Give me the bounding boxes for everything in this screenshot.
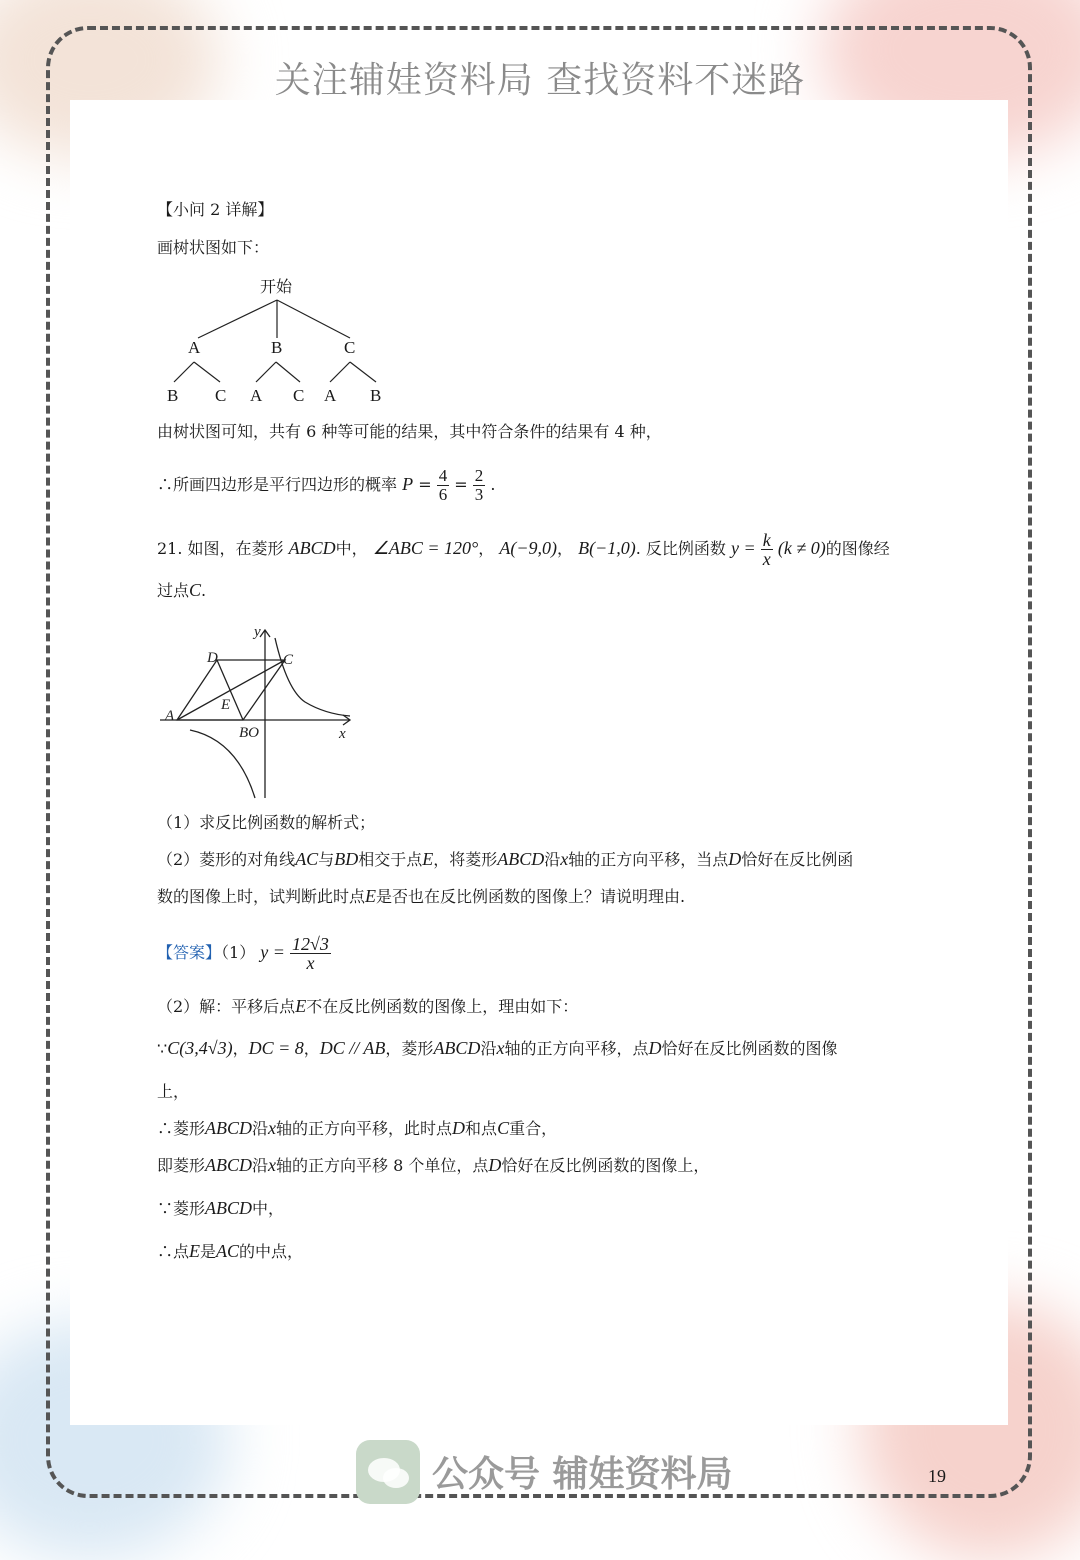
tree-edge <box>256 362 276 382</box>
label-x: x <box>339 726 346 742</box>
tree-leaf: B <box>167 386 179 405</box>
sub-question-2-line2: 数的图像上时，试判断此时点E是否也在反比例函数的图像上？请说明理由. <box>157 886 686 906</box>
math-p: P <box>402 474 414 494</box>
probability-text: ∴所画四边形是平行四边形的概率 <box>157 475 398 494</box>
fraction: $\frac{12√3}{x}$ <box>292 934 329 973</box>
chat-bubble-icon <box>356 1440 420 1504</box>
wechat-icon <box>356 1440 420 1504</box>
tree-leaf: B <box>370 386 382 405</box>
solution-line-5: 即菱形ABCD沿x轴的正方向平移 8 个单位，点D恰好在反比例函数的图像上， <box>157 1155 710 1175</box>
math-equals: = <box>418 475 432 494</box>
label-d: D <box>207 650 218 666</box>
tree-conclusion: 由树状图可知，共有 6 种等可能的结果，其中符合条件的结果有 4 种， <box>157 422 662 441</box>
tree-node: A <box>188 338 201 357</box>
tree-edge <box>277 300 350 338</box>
tree-edge <box>174 362 194 382</box>
question-21-line1: 21. 如图，在菱形 ABCD中， ∠ABC = 120°， A(−9,0)， B(−1,0). 反比例函数 y = $\frac{k}{x}$ (k ≠ 0)的图像经 <box>157 530 890 569</box>
answer-line: 【答案】（1） y = $\frac{12√3}{x}$ <box>157 934 329 973</box>
tree-leaf: A <box>324 386 337 405</box>
section-heading: 【小问 2 详解】 <box>157 200 274 219</box>
tree-node: C <box>344 338 356 357</box>
probability-line <box>157 462 495 507</box>
fraction: $\frac{2}{3}$ <box>474 466 484 504</box>
label-e: E <box>221 697 231 713</box>
math-period: . <box>490 475 496 494</box>
hyperbola-branch-right <box>275 638 350 716</box>
tree-edge <box>330 362 350 382</box>
tree-root: 开始 <box>260 277 293 296</box>
diagonal-ac <box>177 660 285 720</box>
tree-edge <box>194 362 220 382</box>
sub-question-2-line1: （2）菱形的对角线AC与BD相交于点E，将菱形ABCD沿x轴的正方向平移，当点D恰好在反比例函 <box>157 849 854 869</box>
tree-leaf: C <box>215 386 227 405</box>
page-number: 19 <box>928 1466 946 1486</box>
label-a: A <box>165 708 175 724</box>
label-c: C <box>283 652 294 668</box>
fraction: $\frac{4}{6}$ <box>438 466 448 504</box>
tree-leaf: A <box>250 386 263 405</box>
rhombus-figure <box>155 620 365 805</box>
solution-line-6: ∵菱形ABCD中， <box>157 1198 285 1218</box>
math-equals: = <box>454 475 468 494</box>
tree-edge <box>198 300 277 338</box>
tree-edge <box>350 362 376 382</box>
fraction: $\frac{k}{x}$ <box>762 530 771 569</box>
solution-line-7: ∴点E是AC的中点， <box>157 1241 304 1261</box>
sub-question-1: （1）求反比例函数的解析式； <box>157 813 376 832</box>
footer-brand: 公众号 辅娃资料局 <box>432 1454 733 1495</box>
tree-intro: 画树状图如下： <box>157 238 270 257</box>
solution-line-2: ∵C(3,4√3)，DC = 8，DC // AB，菱形ABCD沿x轴的正方向平移，点D恰好在反比例函数的图像 <box>157 1038 838 1058</box>
label-y: y <box>254 624 261 640</box>
tree-edge <box>276 362 300 382</box>
answer-tag: 【答案】 <box>157 943 222 962</box>
tree-node: B <box>271 338 283 357</box>
solution-line-1: （2）解：平移后点E不在反比例函数的图像上，理由如下： <box>157 996 579 1016</box>
tree-leaf: C <box>293 386 305 405</box>
header-banner: 关注辅娃资料局 查找资料不迷路 <box>274 60 806 101</box>
label-bo: BO <box>239 725 259 741</box>
question-21-line2: 过点C. <box>157 580 207 600</box>
solution-line-3: 上， <box>157 1082 190 1101</box>
solution-line-4: ∴菱形ABCD沿x轴的正方向平移，此时点D和点C重合， <box>157 1118 558 1138</box>
